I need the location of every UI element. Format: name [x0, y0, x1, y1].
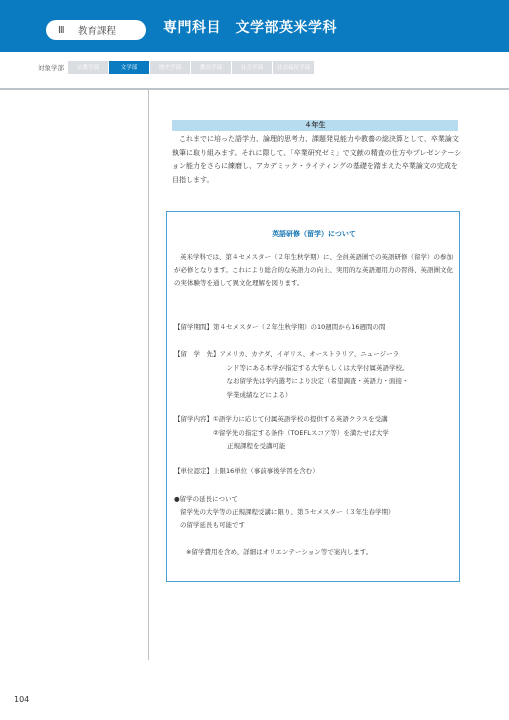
credits-value: 上限16単位（事前事後学習を含む） [213, 467, 319, 475]
destination-line: 学業成績などによる） [226, 390, 292, 399]
destination-line: ンド等にある本学が指定する大学もしくは大学付属英語学校。 [226, 363, 409, 372]
year-description: これまでに培った語学力、論理的思考力、課題発見能力や教養の総決算として、卒業論文執筆に取り組みます。それに際して、「卒業研究ゼミ」で文献の精査の仕方やプレゼンテーション能力をさらに練磨し、アカデミック・ライティングの基礎を踏まえた卒業論文の完成を目指します。 [172, 135, 462, 184]
destination-line: なお留学先は学内選考により決定（希望調査・英語力・面接・ [226, 377, 409, 385]
content-line: ②留学先の指定する条件（TOEFLスコア等）を満たせば大学 [213, 428, 389, 437]
study-abroad-box [166, 211, 460, 582]
extension-line: の留学延長も可能です [180, 521, 245, 529]
page-number: 104 [14, 695, 30, 704]
page-title: 専門科目 文学部英米学科 [163, 20, 337, 36]
study-abroad-title: 英語研修（留学）について [272, 230, 356, 238]
faculty-tab-history[interactable]: 歴史学部 [150, 61, 190, 74]
content-line: ①語学力に応じて付属英語学校の提供する英語クラスを受講 [213, 415, 388, 423]
note-text: ※留学費用を含め、詳細はオリエンテーション等で案内します。 [186, 548, 373, 556]
faculty-tab-social-welfare[interactable]: 社会福祉学部 [273, 61, 314, 74]
destination-item [174, 348, 458, 402]
year-heading: ４年生 [172, 120, 458, 131]
credits-key: 【単位認定】 [174, 467, 213, 475]
faculty-tab-education[interactable]: 教育学部 [191, 61, 231, 74]
section-divider [0, 88, 509, 90]
period-value: 第４セメスター（２年生秋学期）の10週間から16週間の間 [213, 323, 386, 331]
header-band [0, 0, 509, 52]
period-key: 【留学期間】 [174, 323, 213, 331]
period-item [174, 321, 458, 335]
faculty-tab-letters[interactable]: 文学部 [109, 61, 149, 74]
destination-line: アメリカ、カナダ、イギリス、オーストラリア、ニュージーラ [219, 350, 400, 358]
chapter-badge [46, 20, 146, 40]
faculty-nav [38, 60, 315, 74]
content-key: 【留学内容】 [174, 415, 213, 423]
extension-line: 留学先の大学等の正規課程受講に限り、第５セメスター（３年生春学期） [180, 508, 395, 516]
extension-section [174, 493, 458, 532]
destination-key: 【留 学 先】 [174, 350, 220, 358]
chapter-number: Ⅲ [58, 24, 65, 36]
content-item [174, 413, 458, 454]
faculty-tab-buddhism[interactable]: 仏教学部 [68, 61, 108, 74]
faculty-nav-label: 対象学部 [38, 63, 64, 72]
study-abroad-intro: 英米学科では、第４セメスター（２年生秋学期）に、全員英語圏での英語研修（留学）の参加が必修となります。これにより総合的な英語力の向上、実用的な英語運用力の習得、英語圏文化の実体験等を通して異文化理解を図ります。 [174, 253, 453, 287]
credits-item [174, 465, 458, 479]
content-line: 正規課程を受講可能 [227, 442, 286, 450]
margin-rule [148, 90, 149, 660]
chapter-label: 教育課程 [78, 26, 117, 37]
extension-heading: ●留学の延長について [174, 495, 239, 503]
faculty-tab-sociology[interactable]: 社会学部 [232, 61, 272, 74]
study-abroad-note [174, 546, 458, 559]
